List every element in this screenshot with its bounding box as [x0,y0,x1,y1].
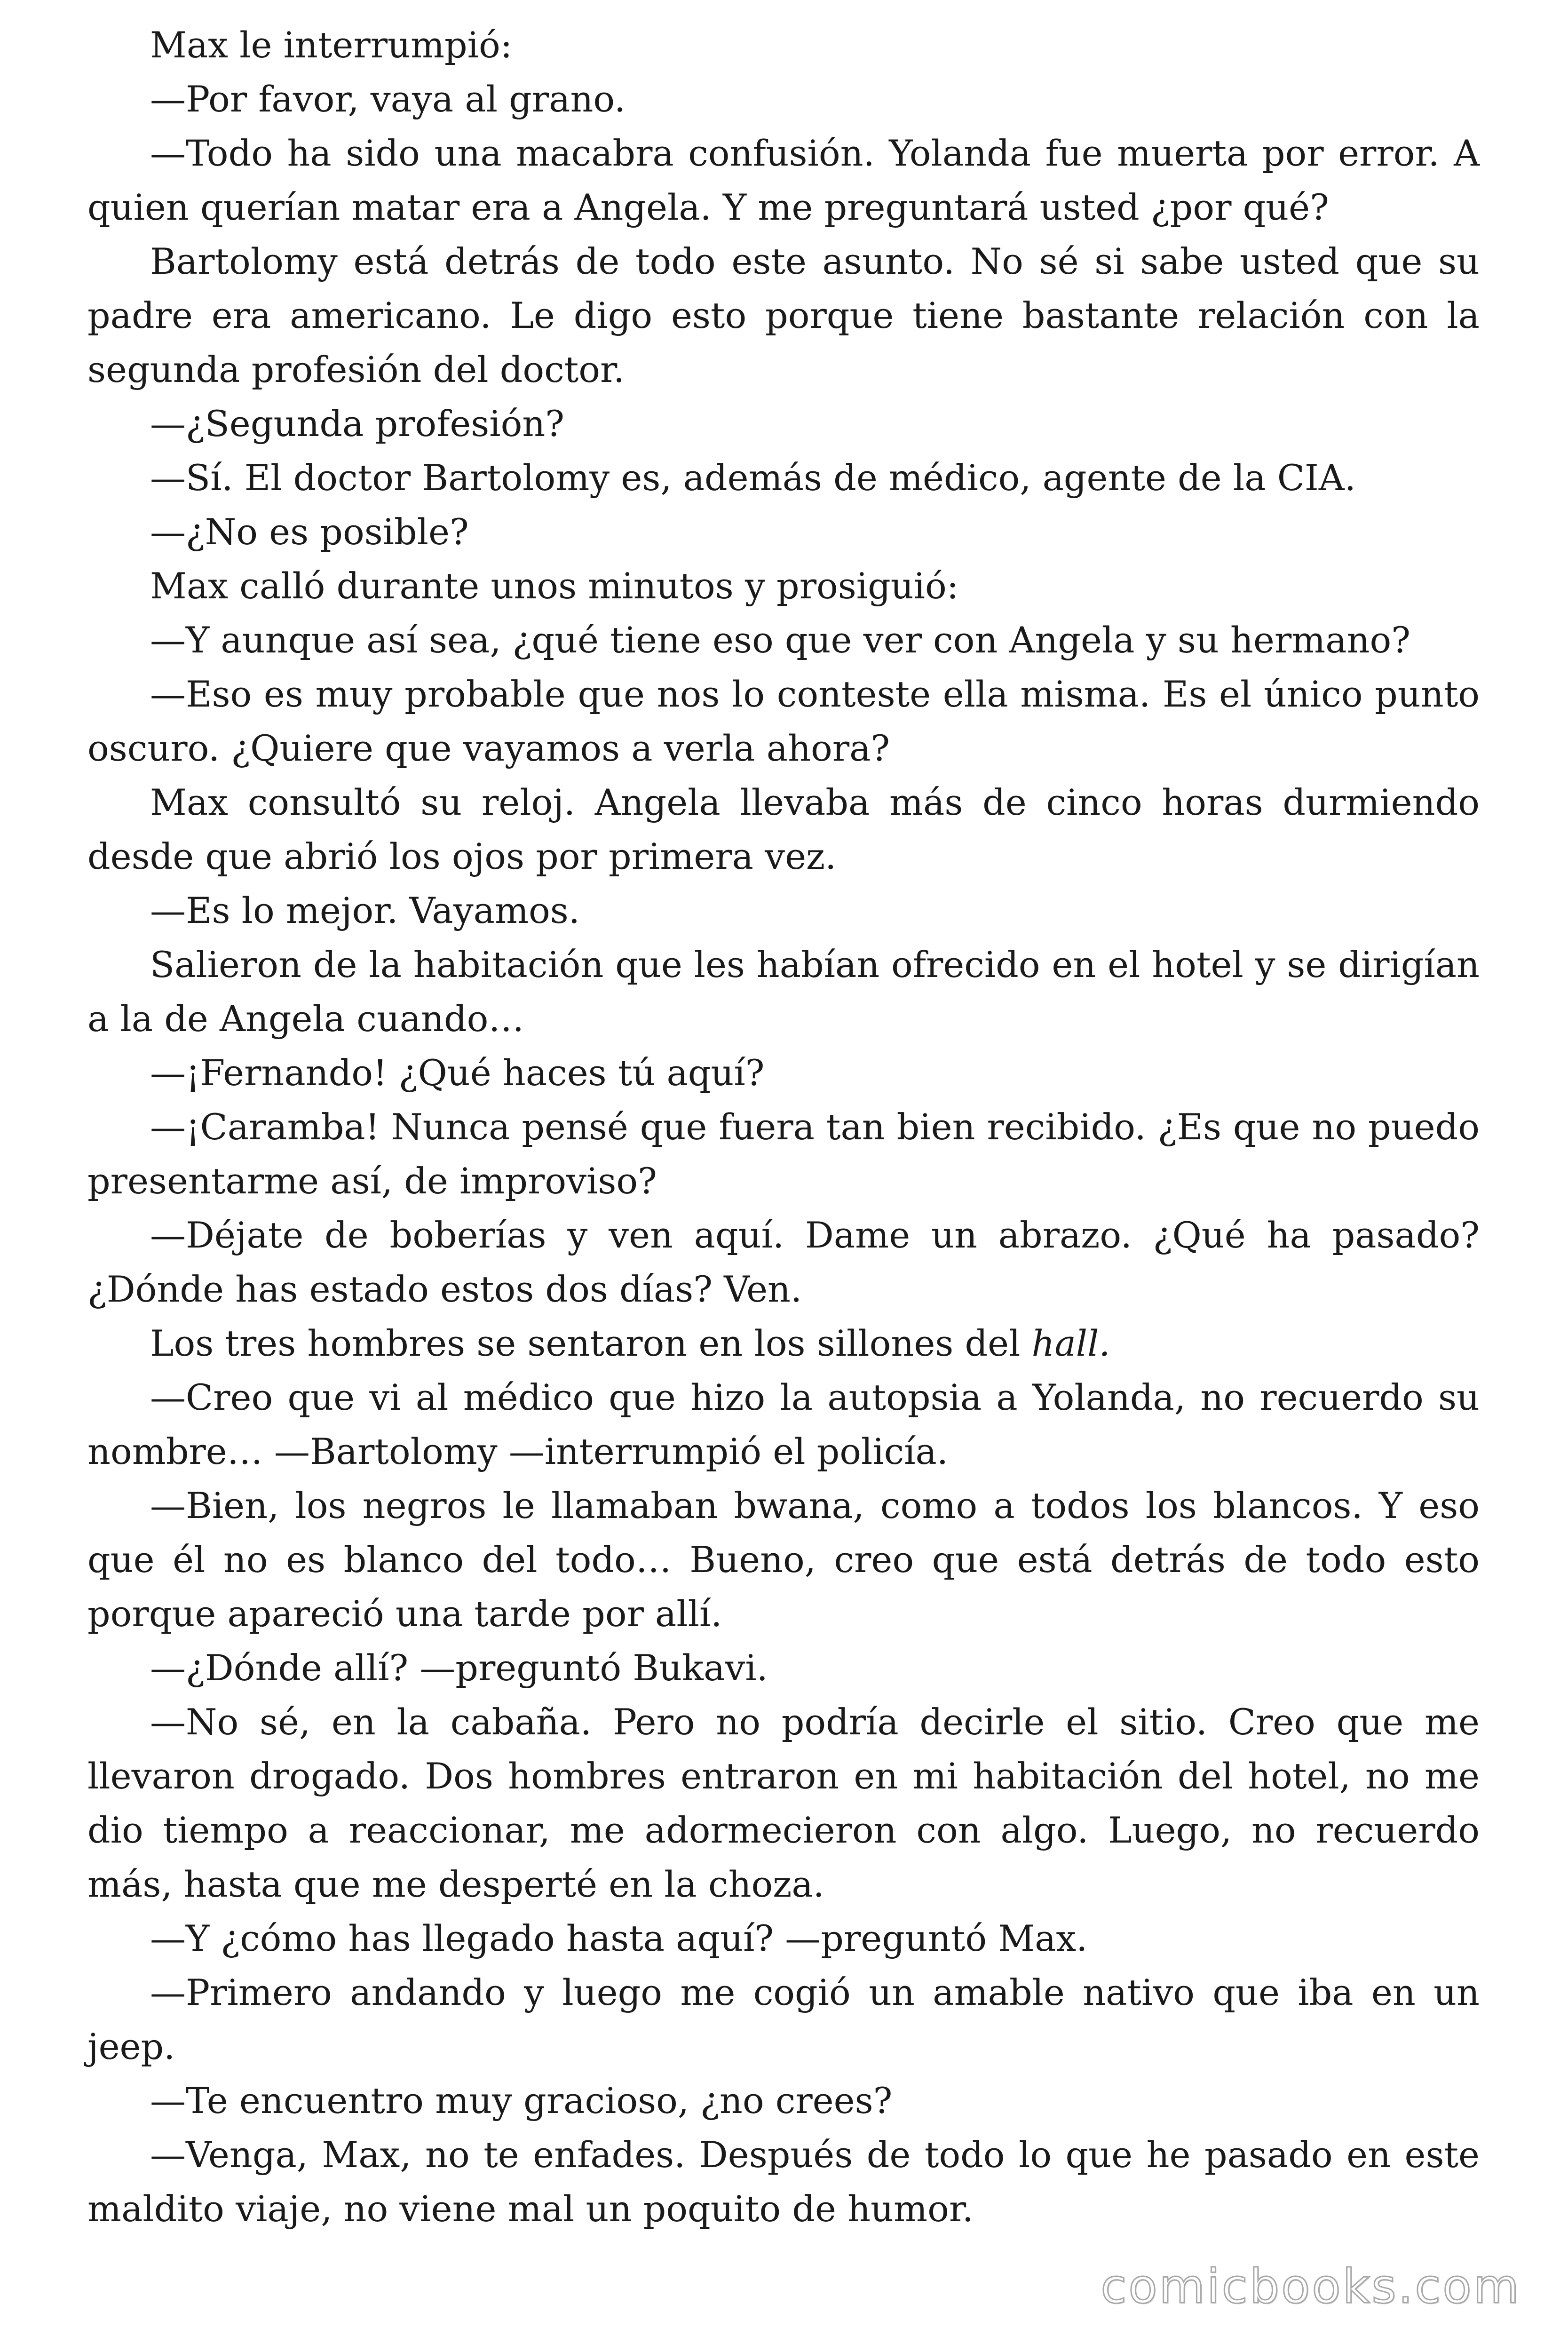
paragraph: —Primero andando y luego me cogió un amable nativo que iba en un jeep. [87,1971,1480,2067]
paragraph: —¡Fernando! ¿Qué haces tú aquí? [150,1052,765,1094]
watermark: comicbooks.com [1101,2259,1521,2314]
paragraph: —Y ¿cómo has llegado hasta aquí? —preguntó Max. [150,1917,1088,1959]
paragraph: —Sí. El doctor Bartolomy es, además de médico, agente de la CIA. [150,457,1356,499]
paragraph: —¿Dónde allí? —preguntó Bukavi. [150,1647,768,1689]
paragraph: —Todo ha sido una macabra confusión. Yolanda fue muerta por error. A quien querían matar era a Angela. Y me preguntará usted ¿por qué? [87,132,1480,228]
paragraph: Max consultó su reloj. Angela llevaba más de cinco horas durmiendo desde que abrió los ojos por primera vez. [87,781,1480,877]
paragraph: —Es lo mejor. Vayamos. [150,890,580,931]
paragraph: Max le interrumpió: [150,24,513,66]
paragraph: —¿Segunda profesión? [150,403,565,445]
paragraph: Bartolomy está detrás de todo este asunto. No sé si sabe usted que su padre era americano. Le digo esto porque tiene bastante relación con la segunda profesión del doctor. [87,240,1480,390]
paragraph [87,1316,1480,1370]
paragraph: —No sé, en la cabaña. Pero no podría decirle el sitio. Creo que me llevaron drogado. Dos hombres entraron en mi habitación del hotel, no me dio tiempo a reaccionar, me adormecieron con algo. Luego, no recuerdo más, hasta que me desperté en la choza. [87,1701,1480,1905]
paragraph: —Por favor, vaya al grano. [150,78,626,120]
paragraph: —Creo que vi al médico que hizo la autopsia a Yolanda, no recuerdo su nombre… —Bartolomy —interrumpió el policía. [87,1376,1480,1472]
paragraph-text: Los tres hombres se sentaron en los sillones del [150,1322,1032,1364]
document-body [87,18,1480,2236]
paragraph: —Eso es muy probable que nos lo conteste ella misma. Es el único punto oscuro. ¿Quiere que vayamos a verla ahora? [87,673,1480,769]
paragraph: —¡Caramba! Nunca pensé que fuera tan bien recibido. ¿Es que no puedo presentarme así, de improviso? [87,1106,1480,1202]
paragraph: —Te encuentro muy gracioso, ¿no crees? [150,2080,893,2122]
paragraph: —Venga, Max, no te enfades. Después de todo lo que he pasado en este maldito viaje, no viene mal un poquito de humor. [87,2134,1480,2230]
italic-word: hall. [1031,1322,1110,1364]
paragraph: Max calló durante unos minutos y prosiguió: [150,565,959,607]
paragraph: —Y aunque así sea, ¿qué tiene eso que ver con Angela y su hermano? [150,619,1411,661]
paragraph: —Bien, los negros le llamaban bwana, como a todos los blancos. Y eso que él no es blanco del todo… Bueno, creo que está detrás de todo esto porque apareció una tarde por allí. [87,1485,1480,1635]
paragraph: —¿No es posible? [150,511,469,553]
paragraph: —Déjate de boberías y ven aquí. Dame un abrazo. ¿Qué ha pasado? ¿Dónde has estado estos dos días? Ven. [87,1214,1480,1310]
paragraph: Salieron de la habitación que les habían ofrecido en el hotel y se dirigían a la de Angela cuando… [87,944,1480,1040]
